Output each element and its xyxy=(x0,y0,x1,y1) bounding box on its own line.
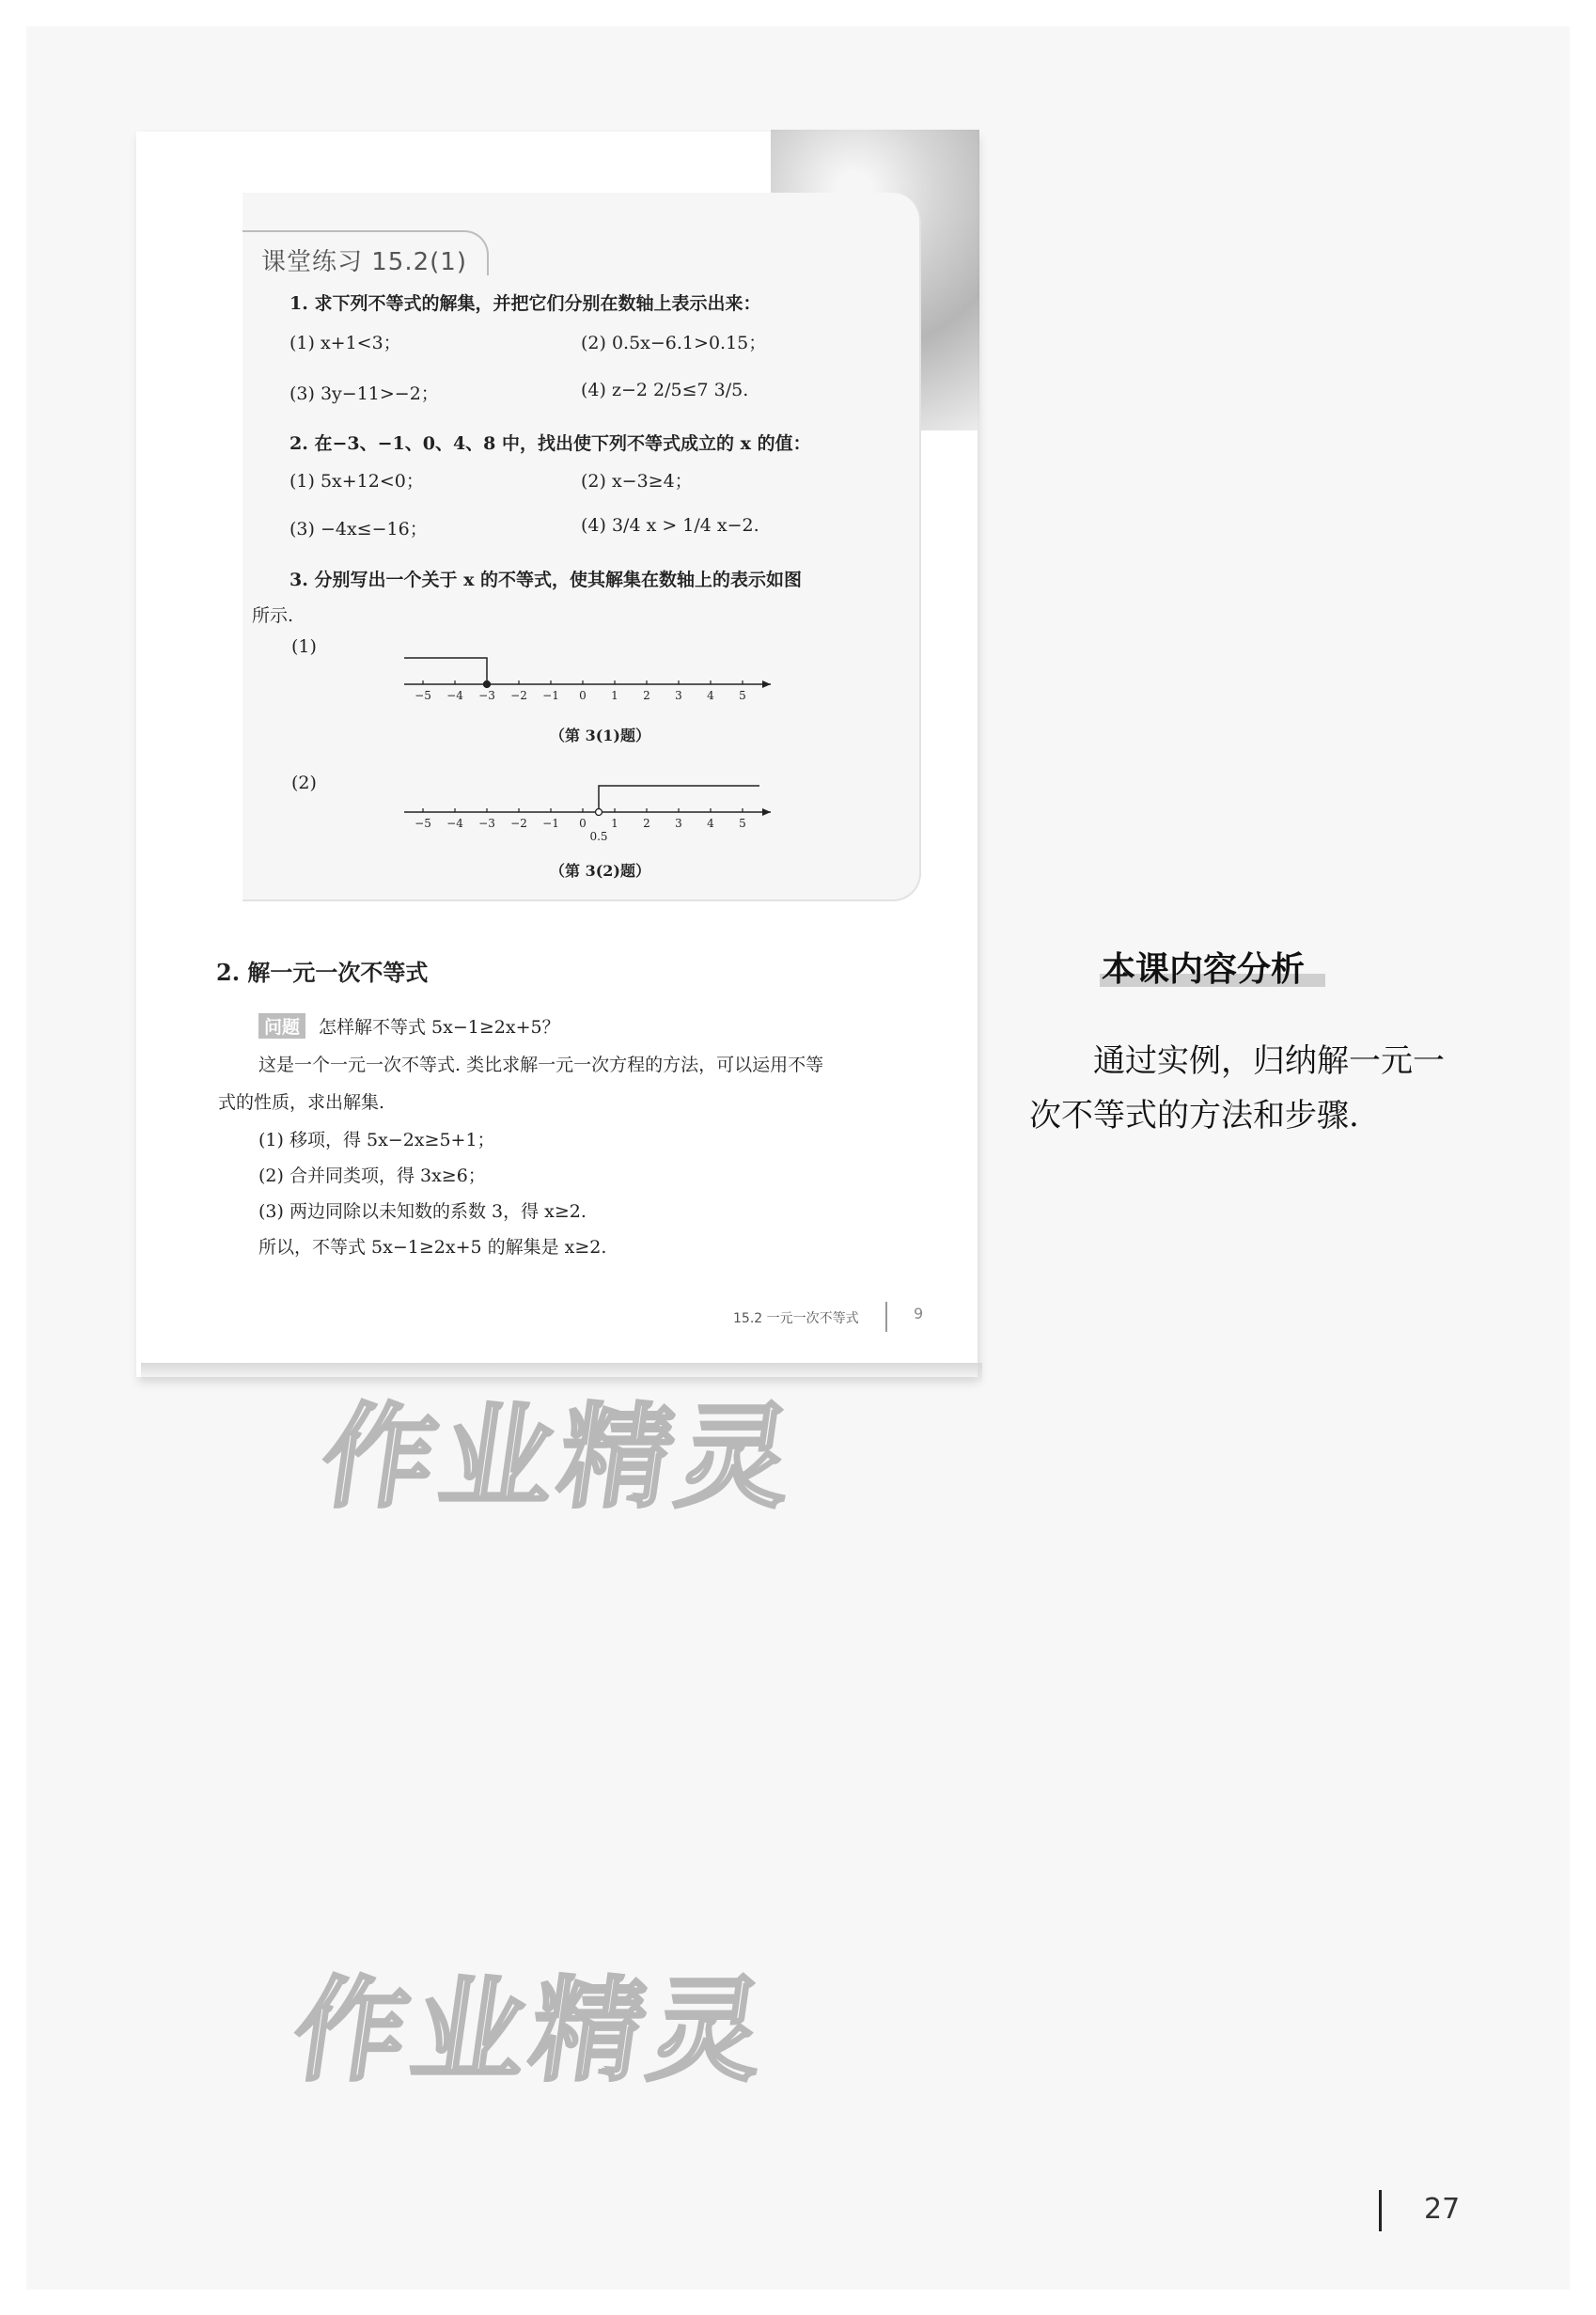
analysis-text: 通过实例，归纳解一元一次不等式的方法和步骤. xyxy=(1029,1042,1445,1134)
q2-stem: 2. 在−3、−1、0、4、8 中，找出使下列不等式成立的 x 的值： xyxy=(289,433,811,454)
number-line-tick-label: 1 xyxy=(611,817,618,830)
number-line-tick-label: −1 xyxy=(542,817,559,830)
watermark: 作业精灵 xyxy=(285,1966,778,2097)
number-line-tick-label: −3 xyxy=(478,817,495,830)
number-line-tick-label: 2 xyxy=(643,689,650,702)
q3-fig2-label: (2) xyxy=(291,773,317,793)
q1-item-3: (3) 3y−11>−2； xyxy=(289,383,439,404)
endpoint-value-label: 0.5 xyxy=(589,830,608,843)
number-line-tick-label: 1 xyxy=(611,689,618,702)
book-footer-rule xyxy=(885,1302,887,1332)
number-line-tick-label: 3 xyxy=(675,817,682,830)
solution-ray xyxy=(599,786,759,812)
number-line-arrow xyxy=(762,680,771,688)
watermark: 作业精灵 xyxy=(313,1393,806,1524)
exercise-title: 课堂练习 15.2(1) xyxy=(261,248,467,276)
q3-stem-line1: 3. 分别写出一个关于 x 的不等式，使其解集在数轴上的表示如图 xyxy=(289,570,803,590)
number-line-tick-label: 2 xyxy=(643,817,650,830)
number-line-tick-label: 5 xyxy=(739,817,746,830)
number-line-tick-label: −5 xyxy=(415,817,431,830)
number-line-tick-label: −2 xyxy=(510,689,527,702)
question-text: 怎样解不等式 5x−1≥2x+5？ xyxy=(319,1017,560,1038)
number-line-arrow xyxy=(762,808,771,816)
q3-fig1-label: (1) xyxy=(291,636,317,657)
number-line-tick-label: −3 xyxy=(478,689,495,702)
step-3: (3) 两边同除以未知数的系数 3，得 x≥2. xyxy=(258,1201,587,1222)
q2-item-2: (2) x−3≥4； xyxy=(581,471,693,492)
question-row xyxy=(258,1013,560,1039)
number-line-tick-label: 5 xyxy=(739,689,746,702)
q2-item-1: (1) 5x+12<0； xyxy=(289,471,424,492)
solution-ray xyxy=(404,658,487,684)
number-line-fig1 xyxy=(404,639,790,705)
step-2: (2) 合并同类项，得 3x≥6； xyxy=(258,1165,486,1186)
book-footer-label: 15.2 一元一次不等式 xyxy=(733,1311,859,1326)
q2-item-4: (4) 3/4 x > 1/4 x−2. xyxy=(581,515,759,536)
intro-line1: 这是一个一元一次不等式. 类比求解一元一次方程的方法，可以运用不等 xyxy=(258,1055,824,1075)
q3-fig1-caption: （第 3(1)题） xyxy=(550,727,650,744)
solution-endpoint xyxy=(596,809,602,816)
number-line-tick-label: 4 xyxy=(707,689,714,702)
q2-item-3: (3) −4x≤−16； xyxy=(289,519,428,540)
q3-fig2-caption: （第 3(2)题） xyxy=(550,862,650,880)
analysis-title: 本课内容分析 xyxy=(1102,950,1306,989)
book-page-number: 9 xyxy=(914,1305,924,1322)
conclusion: 所以，不等式 5x−1≥2x+5 的解集是 x≥2. xyxy=(258,1237,607,1258)
q1-item-2: (2) 0.5x−6.1>0.15； xyxy=(581,333,767,353)
number-line-tick-label: −5 xyxy=(415,689,431,702)
number-line-tick-label: −4 xyxy=(446,817,463,830)
number-line-tick-label: 4 xyxy=(707,817,714,830)
number-line-tick-label: 0 xyxy=(579,817,587,830)
number-line-fig2 xyxy=(404,767,790,843)
number-line-tick-label: 0 xyxy=(579,689,587,702)
q1-stem: 1. 求下列不等式的解集，并把它们分别在数轴上表示出来： xyxy=(289,293,761,314)
page-number: 27 xyxy=(1424,2193,1461,2226)
q1-item-1: (1) x+1<3； xyxy=(289,333,401,353)
number-line-tick-label: −4 xyxy=(446,689,463,702)
q3-stem-line2: 所示. xyxy=(252,605,294,626)
q1-item-4: (4) z−2 2/5≤7 3/5. xyxy=(581,380,749,400)
intro-line2: 式的性质，求出解集. xyxy=(218,1092,385,1113)
number-line-tick-label: 3 xyxy=(675,689,682,702)
solution-endpoint xyxy=(484,681,491,688)
section-heading: 2. 解一元一次不等式 xyxy=(216,959,429,986)
number-line-tick-label: −1 xyxy=(542,689,559,702)
question-tag: 问题 xyxy=(258,1013,305,1039)
page-number-rule xyxy=(1379,2190,1382,2231)
step-1: (1) 移项，得 5x−2x≥5+1； xyxy=(258,1130,495,1150)
number-line-tick-label: −2 xyxy=(510,817,527,830)
